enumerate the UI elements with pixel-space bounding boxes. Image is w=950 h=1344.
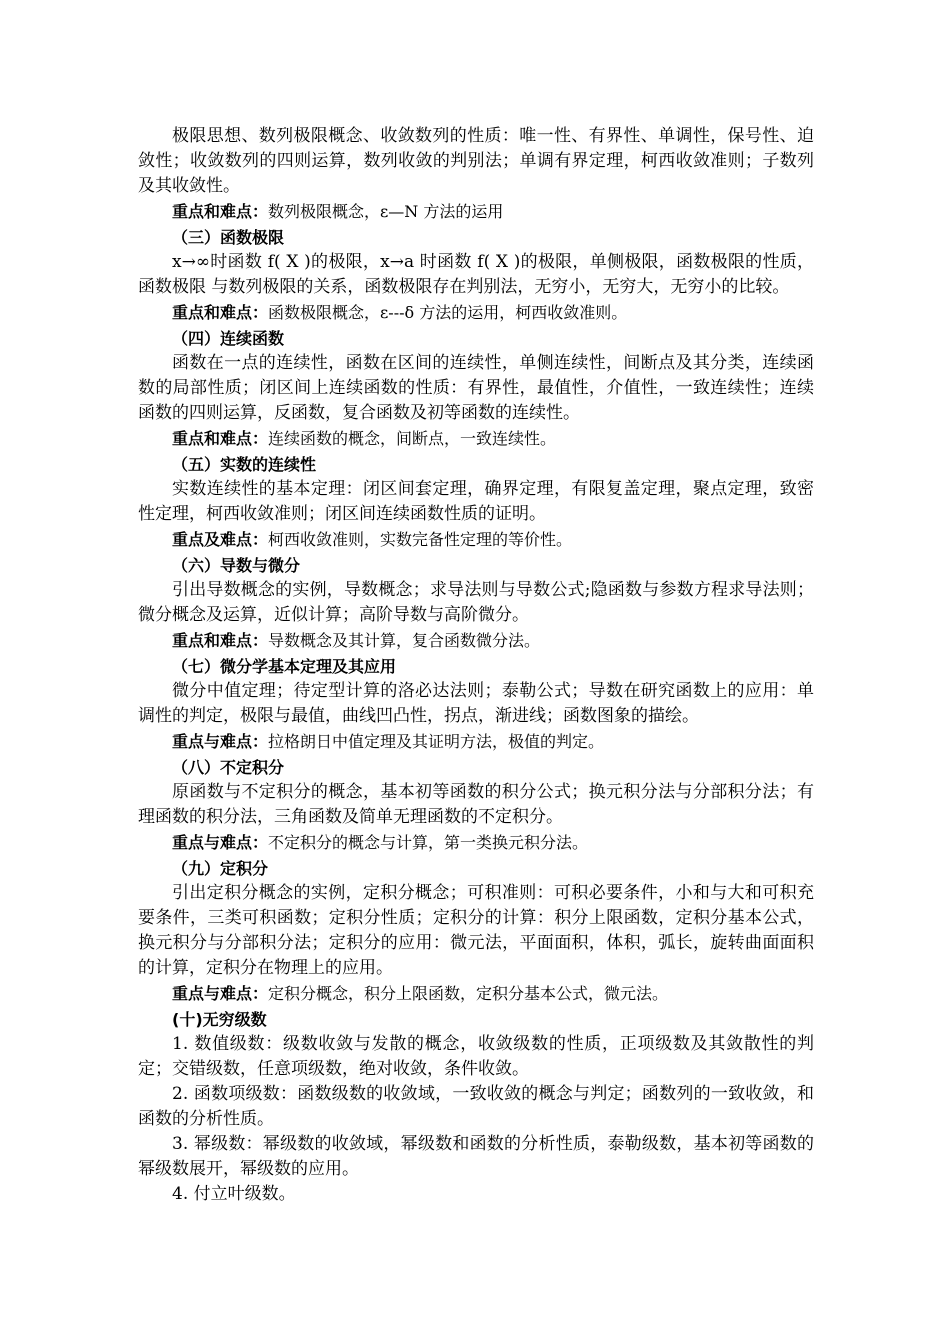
key-points-text: 导数概念及其计算，复合函数微分法。 <box>268 631 541 650</box>
section-4-key-points <box>138 426 814 452</box>
key-points-text: 柯西收敛准则，实数完备性定理的等价性。 <box>268 530 573 549</box>
section-8-key-points <box>138 830 814 856</box>
section-10-title: (十)无穷级数 <box>172 1010 267 1029</box>
section-3-key-points <box>138 300 814 326</box>
section-6-title: （六）导数与微分 <box>172 556 301 575</box>
key-points-label: 重点与难点： <box>172 833 269 852</box>
section-9-key-points <box>138 981 814 1007</box>
key-points-label: 重点和难点： <box>172 631 269 650</box>
section-7-key-points <box>138 729 814 755</box>
intro-paragraph: 极限思想、数列极限概念、收敛数列的性质：唯一性、有界性、单调性，保号性、迫敛性；收敛数列的四则运算，数列收敛的判别法；单调有界定理，柯西收敛准则；子数列及其收敛性。 <box>138 126 814 196</box>
section-10-item-2: 2. 函数项级数：函数级数的收敛域，一致收敛的概念与判定；函数列的一致收敛，和函数的分析性质。 <box>138 1084 814 1129</box>
key-points-text: 数列极限概念，ε—N 方法的运用 <box>268 202 504 221</box>
section-8-body: 原函数与不定积分的概念，基本初等函数的积分公式；换元积分法与分部积分法；有理函数的积分法，三角函数及简单无理函数的不定积分。 <box>138 782 814 827</box>
section-9-title: （九）定积分 <box>172 859 269 878</box>
key-points-text: 连续函数的概念，间断点，一致连续性。 <box>268 429 557 448</box>
section-5-title: （五）实数的连续性 <box>172 455 317 474</box>
key-points-label: 重点与难点： <box>172 984 269 1003</box>
section-7-title: （七）微分学基本定理及其应用 <box>172 657 397 676</box>
section-4-body: 函数在一点的连续性，函数在区间的连续性，单侧连续性，间断点及其分类，连续函数的局部性质；闭区间上连续函数的性质：有界性，最值性，介值性，一致连续性；连续函数的四则运算，反函数，复合函数及初等函数的连续性。 <box>138 353 814 423</box>
key-points-text: 不定积分的概念与计算，第一类换元积分法。 <box>268 833 589 852</box>
key-points-label: 重点与难点： <box>172 732 269 751</box>
section-7-body: 微分中值定理；待定型计算的洛必达法则；泰勒公式；导数在研究函数上的应用：单调性的判定，极限与最值，曲线凹凸性，拐点，渐进线；函数图象的描绘。 <box>138 681 814 726</box>
key-points-text: 函数极限概念，ε---δ 方法的运用，柯西收敛准则。 <box>268 303 628 322</box>
section-3-title: （三）函数极限 <box>172 228 285 247</box>
section-3-body: x→∞时函数 f( X )的极限，x→a 时函数 f( X )的极限，单侧极限，函数极限的性质，函数极限 与数列极限的关系，函数极限存在判别法，无穷小，无穷大，无穷小的比较。 <box>138 252 814 297</box>
section-10-item-4: 4. 付立叶级数。 <box>172 1184 296 1204</box>
key-points-label: 重点和难点： <box>172 202 269 221</box>
section-10-item-3: 3. 幂级数：幂级数的收敛域，幂级数和函数的分析性质，泰勒级数，基本初等函数的幂级数展开，幂级数的应用。 <box>138 1134 814 1179</box>
section-5-body: 实数连续性的基本定理：闭区间套定理，确界定理，有限复盖定理，聚点定理，致密性定理，柯西收敛准则；闭区间连续函数性质的证明。 <box>138 479 814 524</box>
section-5-key-points <box>138 527 814 553</box>
intro-key-points <box>138 199 814 225</box>
section-6-body: 引出导数概念的实例，导数概念；求导法则与导数公式;隐函数与参数方程求导法则；微分概念及运算，近似计算；高阶导数与高阶微分。 <box>138 580 814 625</box>
section-4-title: （四）连续函数 <box>172 329 285 348</box>
key-points-label: 重点和难点： <box>172 303 269 322</box>
key-points-label: 重点及难点： <box>172 530 269 549</box>
key-points-label: 重点和难点： <box>172 429 269 448</box>
section-8-title: （八）不定积分 <box>172 758 285 777</box>
section-9-body: 引出定积分概念的实例，定积分概念；可积准则：可积必要条件，小和与大和可积充要条件，三类可积函数；定积分性质；定积分的计算：积分上限函数，定积分基本公式，换元积分与分部积分法；定积分的应用：微元法，平面面积，体积，弧长，旋转曲面面积的计算，定积分在物理上的应用。 <box>138 883 814 978</box>
section-10-item-1: 1. 数值级数：级数收敛与发散的概念，收敛级数的性质，正项级数及其敛散性的判定；交错级数，任意项级数，绝对收敛，条件收敛。 <box>138 1034 814 1079</box>
key-points-text: 定积分概念，积分上限函数，定积分基本公式，微元法。 <box>268 984 669 1003</box>
section-6-key-points <box>138 628 814 654</box>
key-points-text: 拉格朗日中值定理及其证明方法，极值的判定。 <box>268 732 605 751</box>
